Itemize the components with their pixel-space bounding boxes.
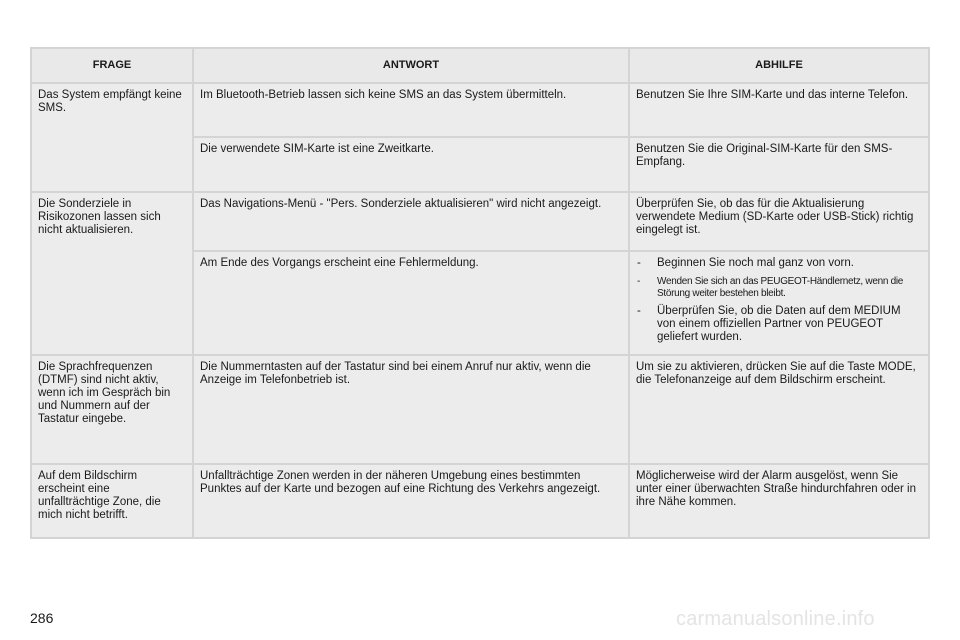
question-cell: Auf dem Bildschirm erscheint eine unfallträchtige Zone, die mich nicht betrifft. xyxy=(31,464,193,538)
answer-cell: Die Nummerntasten auf der Tastatur sind bei einem Anruf nur aktiv, wenn die Anzeige im Telefonbetrieb ist. xyxy=(193,355,629,464)
remedy-cell: Benutzen Sie Ihre SIM-Karte und das interne Telefon. xyxy=(629,83,929,137)
table-row xyxy=(31,355,929,464)
table-row xyxy=(31,83,929,137)
header-remedy: ABHILFE xyxy=(629,48,929,83)
question-cell: Die Sonderziele in Risikozonen lassen sich nicht aktualisieren. xyxy=(31,192,193,355)
answer-cell: Am Ende des Vorgangs erscheint eine Fehlermeldung. xyxy=(193,251,629,355)
question-cell: Das System empfängt keine SMS. xyxy=(31,83,193,192)
remedy-list xyxy=(636,257,920,344)
faq-table xyxy=(30,47,930,539)
remedy-cell xyxy=(629,251,929,355)
remedy-cell: Überprüfen Sie, ob das für die Aktualisierung verwendete Medium (SD-Karte oder USB-Stick) richtig eingelegt ist. xyxy=(629,192,929,251)
answer-cell: Das Navigations-Menü - "Pers. Sonderziele aktualisieren" wird nicht angezeigt. xyxy=(193,192,629,251)
watermark: carmanualsonline.info xyxy=(676,608,875,630)
list-item: - Wenden Sie sich an das PEUGEOT-Händlernetz, wenn die Störung weiter bestehen bleibt. xyxy=(636,276,920,299)
remedy-cell: Benutzen Sie die Original-SIM-Karte für den SMS-Empfang. xyxy=(629,137,929,192)
header-question: FRAGE xyxy=(31,48,193,83)
list-item: - Beginnen Sie noch mal ganz von vorn. xyxy=(636,257,920,270)
remedy-cell: Möglicherweise wird der Alarm ausgelöst, wenn Sie unter einer überwachten Straße hindurchfahren oder in ihre Nähe kommen. xyxy=(629,464,929,538)
header-answer: ANTWORT xyxy=(193,48,629,83)
page-number: 286 xyxy=(30,610,54,626)
table-row xyxy=(31,192,929,251)
answer-cell: Unfallträchtige Zonen werden in der näheren Umgebung eines bestimmten Punktes auf der Karte und bezogen auf eine Richtung des Verkehrs angezeigt. xyxy=(193,464,629,538)
remedy-cell: Um sie zu aktivieren, drücken Sie auf die Taste MODE, die Telefonanzeige auf dem Bildschirm erscheint. xyxy=(629,355,929,464)
table-header-row xyxy=(31,48,929,83)
list-item: - Überprüfen Sie, ob die Daten auf dem MEDIUM von einem offiziellen Partner von PEUGEOT geliefert wurden. xyxy=(636,305,920,344)
table-row xyxy=(31,464,929,538)
answer-cell: Im Bluetooth-Betrieb lassen sich keine SMS an das System übermitteln. xyxy=(193,83,629,137)
answer-cell: Die verwendete SIM-Karte ist eine Zweitkarte. xyxy=(193,137,629,192)
question-cell: Die Sprachfrequenzen (DTMF) sind nicht aktiv, wenn ich im Gespräch bin und Nummern auf der Tastatur eingebe. xyxy=(31,355,193,464)
